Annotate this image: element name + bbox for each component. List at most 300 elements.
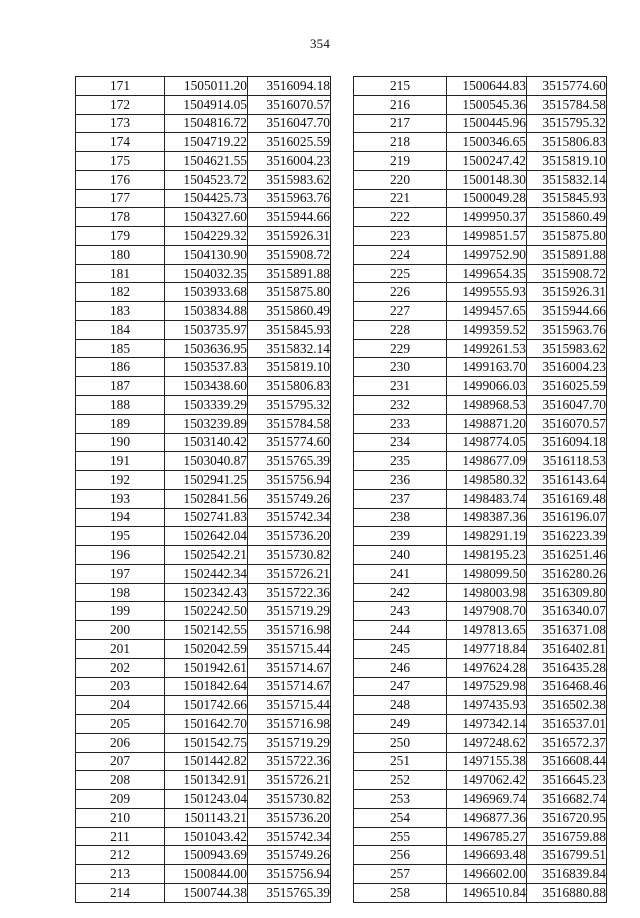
point-number-cell: 188 — [76, 396, 165, 415]
point-number-cell: 183 — [76, 302, 165, 321]
x-coordinate-cell: 1501143.21 — [165, 808, 248, 827]
y-coordinate-cell: 3515774.60 — [527, 77, 607, 96]
point-number-cell: 251 — [354, 752, 447, 771]
y-coordinate-cell: 3515736.20 — [248, 808, 331, 827]
point-number-cell: 242 — [354, 583, 447, 602]
y-coordinate-cell: 3515875.80 — [527, 227, 607, 246]
y-coordinate-cell: 3516223.39 — [527, 527, 607, 546]
point-number-cell: 177 — [76, 189, 165, 208]
y-coordinate-cell: 3515726.21 — [248, 771, 331, 790]
point-number-cell: 172 — [76, 95, 165, 114]
point-number-cell: 182 — [76, 283, 165, 302]
table-row — [354, 320, 607, 339]
x-coordinate-cell: 1498099.50 — [447, 564, 527, 583]
x-coordinate-cell: 1503040.87 — [165, 452, 248, 471]
point-number-cell: 198 — [76, 583, 165, 602]
table-row — [76, 471, 331, 490]
y-coordinate-cell: 3515891.88 — [248, 264, 331, 283]
x-coordinate-cell: 1504032.35 — [165, 264, 248, 283]
table-row — [76, 771, 331, 790]
point-number-cell: 222 — [354, 208, 447, 227]
point-number-cell: 258 — [354, 883, 447, 902]
table-row — [76, 808, 331, 827]
table-row — [76, 658, 331, 677]
table-row — [354, 883, 607, 902]
x-coordinate-cell: 1500744.38 — [165, 883, 248, 902]
table-row — [354, 865, 607, 884]
table-row — [354, 846, 607, 865]
y-coordinate-cell: 3516025.59 — [527, 377, 607, 396]
x-coordinate-cell: 1504229.32 — [165, 227, 248, 246]
y-coordinate-cell: 3515719.29 — [248, 602, 331, 621]
y-coordinate-cell: 3516340.07 — [527, 602, 607, 621]
x-coordinate-cell: 1502941.25 — [165, 471, 248, 490]
point-number-cell: 243 — [354, 602, 447, 621]
table-row — [354, 508, 607, 527]
x-coordinate-cell: 1502142.55 — [165, 621, 248, 640]
table-row — [354, 621, 607, 640]
y-coordinate-cell: 3516572.37 — [527, 733, 607, 752]
point-number-cell: 244 — [354, 621, 447, 640]
point-number-cell: 193 — [76, 489, 165, 508]
table-row — [76, 302, 331, 321]
y-coordinate-cell: 3516402.81 — [527, 639, 607, 658]
table-row — [354, 170, 607, 189]
table-row — [354, 283, 607, 302]
x-coordinate-cell: 1497908.70 — [447, 602, 527, 621]
y-coordinate-cell: 3515819.10 — [248, 358, 331, 377]
point-number-cell: 254 — [354, 808, 447, 827]
y-coordinate-cell: 3515749.26 — [248, 846, 331, 865]
x-coordinate-cell: 1504130.90 — [165, 245, 248, 264]
y-coordinate-cell: 3516047.70 — [527, 396, 607, 415]
y-coordinate-cell: 3515963.76 — [527, 320, 607, 339]
table-row — [76, 414, 331, 433]
x-coordinate-cell: 1504523.72 — [165, 170, 248, 189]
x-coordinate-cell: 1498003.98 — [447, 583, 527, 602]
point-number-cell: 236 — [354, 471, 447, 490]
y-coordinate-cell: 3515765.39 — [248, 883, 331, 902]
table-row — [76, 452, 331, 471]
table-row — [354, 527, 607, 546]
point-number-cell: 202 — [76, 658, 165, 677]
y-coordinate-cell: 3515860.49 — [248, 302, 331, 321]
x-coordinate-cell: 1501442.82 — [165, 752, 248, 771]
x-coordinate-cell: 1499457.65 — [447, 302, 527, 321]
x-coordinate-cell: 1504914.05 — [165, 95, 248, 114]
table-row — [76, 320, 331, 339]
table-row — [76, 283, 331, 302]
point-number-cell: 220 — [354, 170, 447, 189]
y-coordinate-cell: 3515806.83 — [527, 133, 607, 152]
table-row — [76, 546, 331, 565]
table-row — [76, 377, 331, 396]
table-row — [76, 752, 331, 771]
table-row — [76, 77, 331, 96]
x-coordinate-cell: 1497155.38 — [447, 752, 527, 771]
point-number-cell: 215 — [354, 77, 447, 96]
x-coordinate-cell: 1499950.37 — [447, 208, 527, 227]
table-row — [354, 208, 607, 227]
table-row — [354, 733, 607, 752]
point-number-cell: 173 — [76, 114, 165, 133]
table-row — [76, 133, 331, 152]
y-coordinate-cell: 3515832.14 — [527, 170, 607, 189]
table-row — [76, 846, 331, 865]
point-number-cell: 239 — [354, 527, 447, 546]
y-coordinate-cell: 3516070.57 — [527, 414, 607, 433]
table-row — [354, 639, 607, 658]
point-number-cell: 238 — [354, 508, 447, 527]
point-number-cell: 249 — [354, 715, 447, 734]
point-number-cell: 227 — [354, 302, 447, 321]
point-number-cell: 237 — [354, 489, 447, 508]
x-coordinate-cell: 1499654.35 — [447, 264, 527, 283]
y-coordinate-cell: 3515944.66 — [248, 208, 331, 227]
point-number-cell: 232 — [354, 396, 447, 415]
table-row — [354, 339, 607, 358]
x-coordinate-cell: 1498580.32 — [447, 471, 527, 490]
x-coordinate-cell: 1497435.93 — [447, 696, 527, 715]
y-coordinate-cell: 3515983.62 — [248, 170, 331, 189]
table-row — [354, 189, 607, 208]
y-coordinate-cell: 3515875.80 — [248, 283, 331, 302]
x-coordinate-cell: 1498195.23 — [447, 546, 527, 565]
y-coordinate-cell: 3515756.94 — [248, 471, 331, 490]
table-row — [76, 433, 331, 452]
table-row — [354, 752, 607, 771]
point-number-cell: 187 — [76, 377, 165, 396]
table-row — [76, 114, 331, 133]
table-row — [76, 170, 331, 189]
x-coordinate-cell: 1501942.61 — [165, 658, 248, 677]
table-row — [76, 339, 331, 358]
y-coordinate-cell: 3516371.08 — [527, 621, 607, 640]
table-row — [76, 358, 331, 377]
y-coordinate-cell: 3515765.39 — [248, 452, 331, 471]
x-coordinate-cell: 1500545.36 — [447, 95, 527, 114]
point-number-cell: 219 — [354, 152, 447, 171]
table-row — [76, 227, 331, 246]
point-number-cell: 224 — [354, 245, 447, 264]
y-coordinate-cell: 3515926.31 — [248, 227, 331, 246]
y-coordinate-cell: 3516025.59 — [248, 133, 331, 152]
x-coordinate-cell: 1502642.04 — [165, 527, 248, 546]
point-number-cell: 190 — [76, 433, 165, 452]
x-coordinate-cell: 1498968.53 — [447, 396, 527, 415]
x-coordinate-cell: 1497248.62 — [447, 733, 527, 752]
table-row — [354, 808, 607, 827]
x-coordinate-cell: 1496693.48 — [447, 846, 527, 865]
y-coordinate-cell: 3516251.46 — [527, 546, 607, 565]
x-coordinate-cell: 1498677.09 — [447, 452, 527, 471]
x-coordinate-cell: 1498387.36 — [447, 508, 527, 527]
table-row — [76, 264, 331, 283]
table-row — [354, 471, 607, 490]
point-number-cell: 185 — [76, 339, 165, 358]
point-number-cell: 234 — [354, 433, 447, 452]
point-number-cell: 250 — [354, 733, 447, 752]
point-number-cell: 204 — [76, 696, 165, 715]
y-coordinate-cell: 3515860.49 — [527, 208, 607, 227]
table-row — [76, 827, 331, 846]
point-number-cell: 210 — [76, 808, 165, 827]
point-number-cell: 233 — [354, 414, 447, 433]
y-coordinate-cell: 3515715.44 — [248, 696, 331, 715]
point-number-cell: 208 — [76, 771, 165, 790]
table-row — [76, 715, 331, 734]
y-coordinate-cell: 3515756.94 — [248, 865, 331, 884]
y-coordinate-cell: 3515714.67 — [248, 658, 331, 677]
x-coordinate-cell: 1503239.89 — [165, 414, 248, 433]
x-coordinate-cell: 1496969.74 — [447, 790, 527, 809]
y-coordinate-cell: 3516502.38 — [527, 696, 607, 715]
x-coordinate-cell: 1504327.60 — [165, 208, 248, 227]
table-row — [354, 95, 607, 114]
table-row — [354, 227, 607, 246]
x-coordinate-cell: 1499752.90 — [447, 245, 527, 264]
point-number-cell: 192 — [76, 471, 165, 490]
point-number-cell: 230 — [354, 358, 447, 377]
x-coordinate-cell: 1498774.05 — [447, 433, 527, 452]
y-coordinate-cell: 3516537.01 — [527, 715, 607, 734]
x-coordinate-cell: 1498291.19 — [447, 527, 527, 546]
point-number-cell: 181 — [76, 264, 165, 283]
table-row — [354, 546, 607, 565]
table-row — [354, 658, 607, 677]
point-number-cell: 241 — [354, 564, 447, 583]
x-coordinate-cell: 1504816.72 — [165, 114, 248, 133]
x-coordinate-cell: 1503140.42 — [165, 433, 248, 452]
table-row — [76, 733, 331, 752]
y-coordinate-cell: 3515784.58 — [248, 414, 331, 433]
y-coordinate-cell: 3515742.34 — [248, 508, 331, 527]
table-row — [354, 602, 607, 621]
point-number-cell: 221 — [354, 189, 447, 208]
point-number-cell: 189 — [76, 414, 165, 433]
y-coordinate-cell: 3516468.46 — [527, 677, 607, 696]
point-number-cell: 231 — [354, 377, 447, 396]
x-coordinate-cell: 1503339.29 — [165, 396, 248, 415]
x-coordinate-cell: 1496785.27 — [447, 827, 527, 846]
table-row — [354, 245, 607, 264]
table-row — [76, 396, 331, 415]
y-coordinate-cell: 3515963.76 — [248, 189, 331, 208]
y-coordinate-cell: 3516759.88 — [527, 827, 607, 846]
x-coordinate-cell: 1499851.57 — [447, 227, 527, 246]
y-coordinate-cell: 3516004.23 — [248, 152, 331, 171]
y-coordinate-cell: 3515845.93 — [527, 189, 607, 208]
table-row — [354, 264, 607, 283]
table-row — [354, 715, 607, 734]
x-coordinate-cell: 1500148.30 — [447, 170, 527, 189]
y-coordinate-cell: 3515716.98 — [248, 715, 331, 734]
table-row — [76, 790, 331, 809]
y-coordinate-cell: 3516118.53 — [527, 452, 607, 471]
y-coordinate-cell: 3516645.23 — [527, 771, 607, 790]
y-coordinate-cell: 3516309.80 — [527, 583, 607, 602]
table-row — [76, 189, 331, 208]
point-number-cell: 217 — [354, 114, 447, 133]
y-coordinate-cell: 3515730.82 — [248, 790, 331, 809]
point-number-cell: 228 — [354, 320, 447, 339]
y-coordinate-cell: 3515926.31 — [527, 283, 607, 302]
y-coordinate-cell: 3516070.57 — [248, 95, 331, 114]
table-row — [76, 489, 331, 508]
table-row — [354, 152, 607, 171]
x-coordinate-cell: 1502342.43 — [165, 583, 248, 602]
y-coordinate-cell: 3516196.07 — [527, 508, 607, 527]
table-row — [76, 564, 331, 583]
point-number-cell: 226 — [354, 283, 447, 302]
x-coordinate-cell: 1497624.28 — [447, 658, 527, 677]
point-number-cell: 212 — [76, 846, 165, 865]
y-coordinate-cell: 3515749.26 — [248, 489, 331, 508]
x-coordinate-cell: 1496877.36 — [447, 808, 527, 827]
x-coordinate-cell: 1500247.42 — [447, 152, 527, 171]
coordinates-table-right — [353, 76, 607, 903]
page-number: 354 — [309, 36, 331, 51]
y-coordinate-cell: 3515722.36 — [248, 752, 331, 771]
x-coordinate-cell: 1496602.00 — [447, 865, 527, 884]
y-coordinate-cell: 3516608.44 — [527, 752, 607, 771]
x-coordinate-cell: 1501742.66 — [165, 696, 248, 715]
table-row — [76, 245, 331, 264]
point-number-cell: 211 — [76, 827, 165, 846]
y-coordinate-cell: 3516799.51 — [527, 846, 607, 865]
point-number-cell: 206 — [76, 733, 165, 752]
table-row — [354, 377, 607, 396]
point-number-cell: 247 — [354, 677, 447, 696]
point-number-cell: 203 — [76, 677, 165, 696]
point-number-cell: 225 — [354, 264, 447, 283]
y-coordinate-cell: 3515832.14 — [248, 339, 331, 358]
x-coordinate-cell: 1501243.04 — [165, 790, 248, 809]
x-coordinate-cell: 1497718.84 — [447, 639, 527, 658]
table-row — [354, 114, 607, 133]
x-coordinate-cell: 1497062.42 — [447, 771, 527, 790]
table-row — [76, 152, 331, 171]
x-coordinate-cell: 1499163.70 — [447, 358, 527, 377]
y-coordinate-cell: 3516169.48 — [527, 489, 607, 508]
y-coordinate-cell: 3516143.64 — [527, 471, 607, 490]
y-coordinate-cell: 3515806.83 — [248, 377, 331, 396]
y-coordinate-cell: 3516094.18 — [248, 77, 331, 96]
point-number-cell: 207 — [76, 752, 165, 771]
x-coordinate-cell: 1503438.60 — [165, 377, 248, 396]
x-coordinate-cell: 1499555.93 — [447, 283, 527, 302]
y-coordinate-cell: 3515983.62 — [527, 339, 607, 358]
x-coordinate-cell: 1502741.83 — [165, 508, 248, 527]
point-number-cell: 171 — [76, 77, 165, 96]
table-row — [76, 208, 331, 227]
y-coordinate-cell: 3515908.72 — [527, 264, 607, 283]
coordinates-table-left — [75, 76, 331, 903]
point-number-cell: 186 — [76, 358, 165, 377]
table-row — [354, 133, 607, 152]
point-number-cell: 191 — [76, 452, 165, 471]
point-number-cell: 209 — [76, 790, 165, 809]
point-number-cell: 256 — [354, 846, 447, 865]
x-coordinate-cell: 1503834.88 — [165, 302, 248, 321]
x-coordinate-cell: 1500445.96 — [447, 114, 527, 133]
table-row — [354, 771, 607, 790]
table-row — [76, 639, 331, 658]
y-coordinate-cell: 3515722.36 — [248, 583, 331, 602]
x-coordinate-cell: 1497813.65 — [447, 621, 527, 640]
y-coordinate-cell: 3515795.32 — [527, 114, 607, 133]
table-row — [354, 396, 607, 415]
point-number-cell: 200 — [76, 621, 165, 640]
x-coordinate-cell: 1501842.64 — [165, 677, 248, 696]
x-coordinate-cell: 1501342.91 — [165, 771, 248, 790]
table-row — [76, 865, 331, 884]
y-coordinate-cell: 3515715.44 — [248, 639, 331, 658]
table-row — [76, 527, 331, 546]
y-coordinate-cell: 3515726.21 — [248, 564, 331, 583]
x-coordinate-cell: 1503636.95 — [165, 339, 248, 358]
table-row — [76, 508, 331, 527]
point-number-cell: 257 — [354, 865, 447, 884]
x-coordinate-cell: 1502841.56 — [165, 489, 248, 508]
x-coordinate-cell: 1504719.22 — [165, 133, 248, 152]
y-coordinate-cell: 3515774.60 — [248, 433, 331, 452]
y-coordinate-cell: 3515944.66 — [527, 302, 607, 321]
x-coordinate-cell: 1503537.83 — [165, 358, 248, 377]
x-coordinate-cell: 1504621.55 — [165, 152, 248, 171]
x-coordinate-cell: 1500346.65 — [447, 133, 527, 152]
x-coordinate-cell: 1505011.20 — [165, 77, 248, 96]
x-coordinate-cell: 1499066.03 — [447, 377, 527, 396]
table-row — [354, 827, 607, 846]
y-coordinate-cell: 3515730.82 — [248, 546, 331, 565]
x-coordinate-cell: 1498871.20 — [447, 414, 527, 433]
point-number-cell: 235 — [354, 452, 447, 471]
x-coordinate-cell: 1501642.70 — [165, 715, 248, 734]
y-coordinate-cell: 3516839.84 — [527, 865, 607, 884]
point-number-cell: 184 — [76, 320, 165, 339]
table-row — [76, 602, 331, 621]
point-number-cell: 196 — [76, 546, 165, 565]
point-number-cell: 175 — [76, 152, 165, 171]
x-coordinate-cell: 1500844.00 — [165, 865, 248, 884]
point-number-cell: 176 — [76, 170, 165, 189]
y-coordinate-cell: 3515891.88 — [527, 245, 607, 264]
y-coordinate-cell: 3515742.34 — [248, 827, 331, 846]
table-row — [354, 677, 607, 696]
point-number-cell: 214 — [76, 883, 165, 902]
point-number-cell: 245 — [354, 639, 447, 658]
y-coordinate-cell: 3516094.18 — [527, 433, 607, 452]
x-coordinate-cell: 1501043.42 — [165, 827, 248, 846]
x-coordinate-cell: 1503735.97 — [165, 320, 248, 339]
point-number-cell: 229 — [354, 339, 447, 358]
point-number-cell: 213 — [76, 865, 165, 884]
table-row — [354, 790, 607, 809]
y-coordinate-cell: 3516280.26 — [527, 564, 607, 583]
y-coordinate-cell: 3515819.10 — [527, 152, 607, 171]
x-coordinate-cell: 1497529.98 — [447, 677, 527, 696]
x-coordinate-cell: 1498483.74 — [447, 489, 527, 508]
table-row — [76, 583, 331, 602]
point-number-cell: 252 — [354, 771, 447, 790]
y-coordinate-cell: 3515716.98 — [248, 621, 331, 640]
point-number-cell: 216 — [354, 95, 447, 114]
y-coordinate-cell: 3515908.72 — [248, 245, 331, 264]
point-number-cell: 195 — [76, 527, 165, 546]
x-coordinate-cell: 1497342.14 — [447, 715, 527, 734]
table-row — [354, 414, 607, 433]
